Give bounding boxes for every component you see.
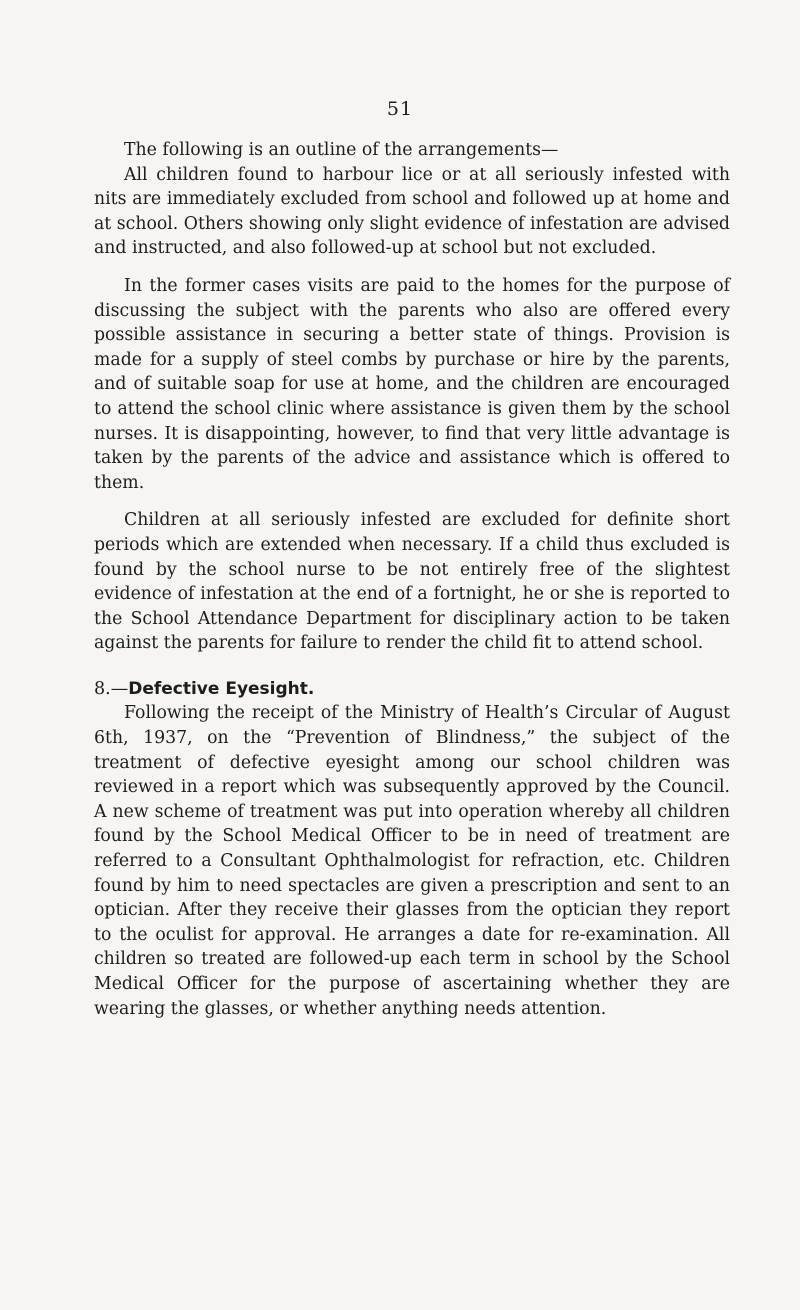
paragraph-spacer (94, 495, 730, 508)
paragraph-eyesight-scheme: Following the receipt of the Ministry of Health’s Circular of August 6th, 1937, on the “Prevention of Blindness,” the subject of the treatment of defective eyesight among our school children was reviewed in a report which was subsequently approved by the Council. A new scheme of treatment was put into operation whereby all children found by the School Medical Officer to be in need of treatment are referred to a Consultant Ophthalmologist for refraction, etc. Children found by him to need spectacles are given a prescription and sent to an optician. After they receive their glasses from the optician they report to the oculist for approval. He arranges a date for re-examination. All children so treated are followed-up each term in school by the School Medical Officer for the purpose of ascertaining whether they are wearing the glasses, or whether anything needs attention. (94, 703, 730, 1019)
paragraph-spacer (94, 261, 730, 274)
intro-line: The following is an outline of the arrangements— (124, 140, 559, 160)
section-number: 8.— (94, 678, 129, 699)
paragraph-spacer (94, 656, 730, 669)
section-title: Defective Eyesight. (128, 678, 315, 699)
paragraph-lice-exclusion: All children found to harbour lice or at all seriously infested with nits are immediately excluded from school and followed up at home and at school. Others showing only slight evidence of infestation are advised and instructed, and also followed-up at school but not excluded. (94, 164, 730, 259)
section-spacer (94, 669, 730, 677)
section-heading-defective-eyesight (94, 677, 730, 702)
document-body (94, 138, 730, 1021)
page-number: 51 (386, 98, 414, 120)
paragraph-home-visits: In the former cases visits are paid to the homes for the purpose of discussing the subject with the parents who also are offered every possible assistance in securing a better state of things. Provision is made for a supply of steel combs by purchase or hire by the parents, and of suitable soap for use at home, and the children are encouraged to attend the school clinic where assistance is given them by the school nurses. It is disappointing, however, to find that very little advantage is taken by the parents of the advice and assistance which is offered to them. (94, 275, 730, 493)
paragraph-exclusion-periods: Children at all seriously infested are excluded for definite short periods which are extended when necessary. If a child thus excluded is found by the school nurse to be not entirely free of the slightest evidence of infestation at the end of a fortnight, he or she is reported to the School Attendance Department for disciplinary action to be taken against the parents for failure to render the child fit to attend school. (94, 510, 730, 654)
